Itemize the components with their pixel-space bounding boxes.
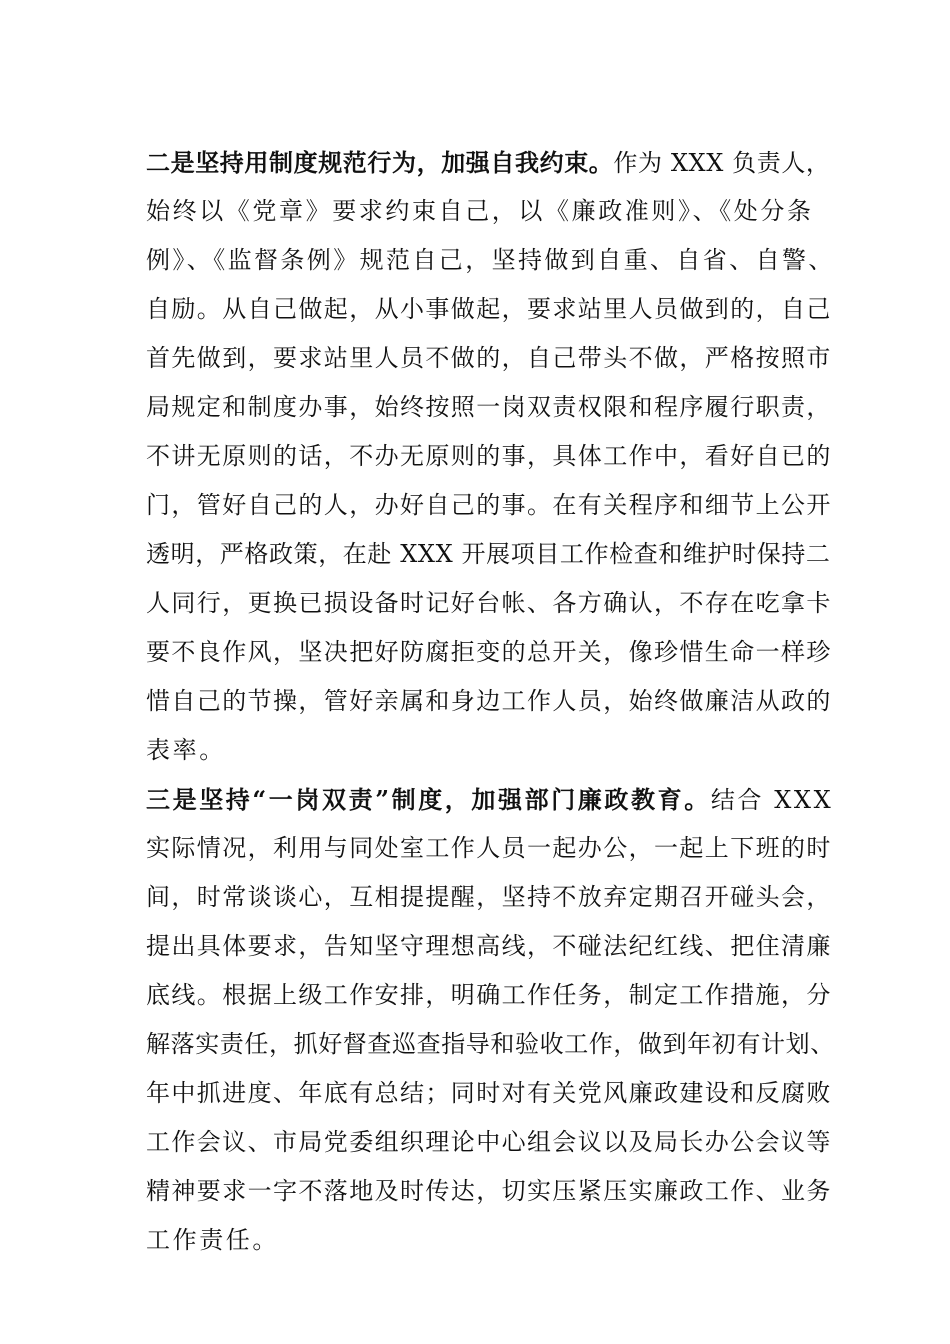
paragraph-2 bbox=[146, 138, 836, 775]
paragraph-2-line: 局规定和制度办事，始终按照一岗双责权限和程序履行职责， bbox=[146, 393, 832, 421]
paragraph-3-line-1 bbox=[146, 775, 836, 824]
paragraph-3 bbox=[146, 775, 836, 1265]
document-body bbox=[146, 138, 836, 1265]
paragraph-3-line: 底线。根据上级工作安排，明确工作任务，制定工作措施，分 bbox=[146, 981, 832, 1009]
paragraph-2-line: 自励。从自己做起，从小事做起，要求站里人员做到的，自己 bbox=[146, 295, 832, 323]
paragraph-2-line: 例》、《监督条例》规范自己，坚持做到自重、自省、自警、 bbox=[146, 246, 835, 274]
paragraph-3-lead: 三是坚持“一岗双责”制度，加强部门廉政教育。 bbox=[146, 785, 711, 814]
paragraph-2-line: 表率。 bbox=[146, 736, 226, 764]
paragraph-2-line-1 bbox=[146, 138, 836, 187]
paragraph-3-line: 解落实责任，抓好督查巡查指导和验收工作，做到年初有计划、 bbox=[146, 1030, 835, 1058]
paragraph-2-line: 门，管好自己的人，办好自己的事。在有关程序和细节上公开 bbox=[146, 491, 832, 519]
paragraph-3-line: 工作会议、市局党委组织理论中心组会议以及局长办公会议等 bbox=[146, 1128, 832, 1156]
paragraph-2-lead: 二是坚持用制度规范行为，加强自我约束。 bbox=[146, 148, 614, 177]
paragraph-2-line: 惜自己的节操，管好亲属和身边工作人员，始终做廉洁从政的 bbox=[146, 687, 832, 715]
paragraph-3-line: 工作责任。 bbox=[146, 1226, 279, 1254]
paragraph-2-line: 首先做到，要求站里人员不做的，自己带头不做，严格按照市 bbox=[146, 344, 832, 372]
paragraph-3-line-1-rest: 结合 XXX bbox=[710, 786, 834, 814]
paragraph-2-line-1-rest: 作为 XXX 负责人， bbox=[613, 149, 831, 177]
paragraph-2-line: 要不良作风，坚决把好防腐拒变的总开关，像珍惜生命一样珍 bbox=[146, 638, 832, 666]
paragraph-2-line: 透明，严格政策，在赴 XXX 开展项目工作检查和维护时保持二 bbox=[146, 540, 831, 568]
paragraph-2-line: 始终以《党章》要求约束自己，以《廉政准则》、《处分条 bbox=[146, 197, 814, 225]
paragraph-3-line: 年中抓进度、年底有总结；同时对有关党风廉政建设和反腐败 bbox=[146, 1079, 832, 1107]
paragraph-2-line: 人同行，更换已损设备时记好台帐、各方确认，不存在吃拿卡 bbox=[146, 589, 832, 617]
paragraph-3-line: 提出具体要求，告知坚守理想高线，不碰法纪红线、把住清廉 bbox=[146, 932, 832, 960]
paragraph-3-line: 实际情况，利用与同处室工作人员一起办公，一起上下班的时 bbox=[146, 834, 832, 862]
paragraph-3-line: 精神要求一字不落地及时传达，切实压紧压实廉政工作、业务 bbox=[146, 1177, 832, 1205]
paragraph-2-line: 不讲无原则的话，不办无原则的事，具体工作中，看好自已的 bbox=[146, 442, 832, 470]
paragraph-3-line: 间，时常谈谈心，互相提提醒，坚持不放弃定期召开碰头会， bbox=[146, 883, 832, 911]
